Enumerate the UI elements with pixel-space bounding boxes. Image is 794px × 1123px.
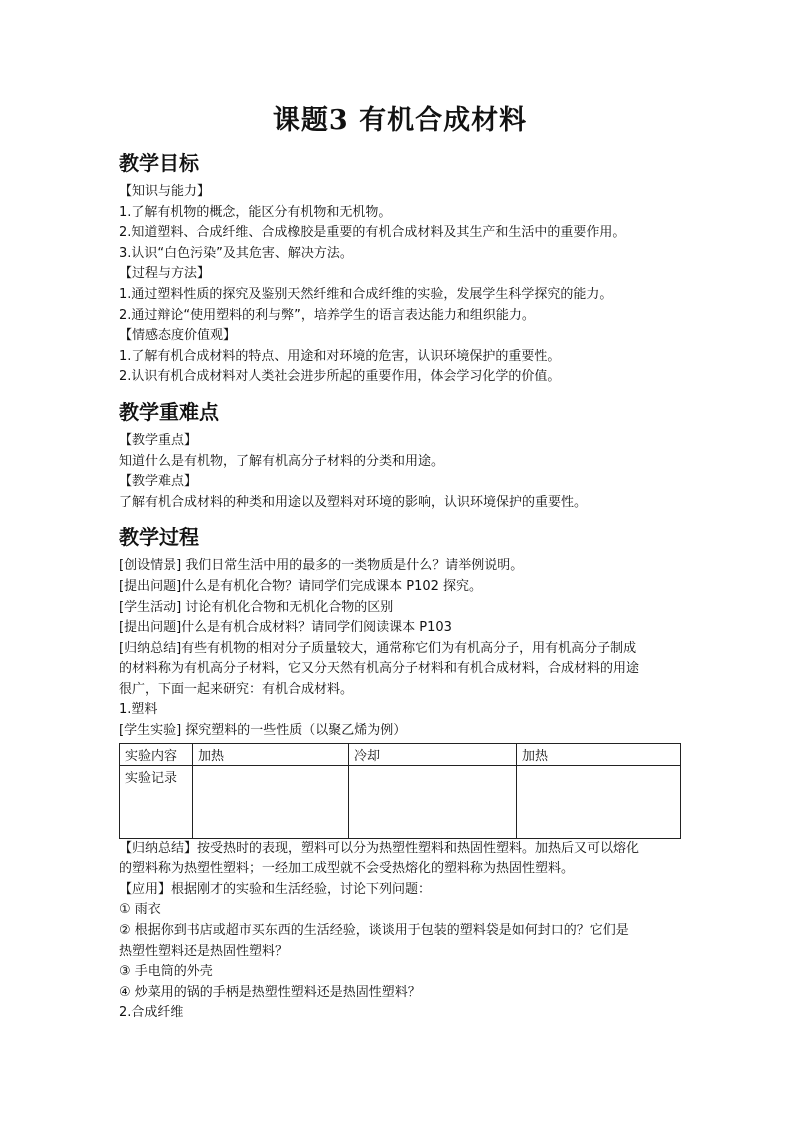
summary-line: 的材料称为有机高分子材料，它又分天然有机高分子材料和有机合成材料，合成材料的用途 (119, 661, 640, 677)
key-label: 【教学重点】 (119, 432, 198, 448)
table-header-row (120, 743, 681, 765)
conclusion-line: 的塑料称为热塑性塑料；一经加工成型就不会受热熔化的塑料称为热固性塑料。 (119, 861, 575, 877)
application-line: 【应用】根据刚才的实验和生活经验，讨论下列问题： (119, 881, 432, 897)
process-line: [提出问题]什么是有机合成材料？请同学们阅读课本 P103 (119, 620, 452, 636)
summary-line: [归纳总结]有些有机物的相对分子质量较大，通常称它们为有机高分子，用有机高分子制成 (119, 640, 637, 656)
table-row (120, 765, 681, 838)
attitude-item: 2.认识有机合成材料对人类社会进步所起的重要作用，体会学习化学的价值。 (119, 369, 561, 385)
table-header-cell: 加热 (517, 743, 681, 765)
table-header-cell: 冷却 (349, 743, 517, 765)
knowledge-item: 1.了解有机物的概念，能区分有机物和无机物。 (119, 204, 392, 220)
process-method-label: 【过程与方法】 (119, 266, 211, 282)
document-page (119, 98, 681, 1024)
table-header-cell: 加热 (193, 743, 349, 765)
summary-line: 很广，下面一起来研究：有机合成材料。 (119, 681, 354, 697)
key-text: 知道什么是有机物，了解有机高分子材料的分类和用途。 (119, 453, 445, 469)
fiber-heading: 2.合成纤维 (119, 1005, 184, 1021)
process-method-item: 2.通过辩论“使用塑料的利与弊”，培养学生的语言表达能力和组织能力。 (119, 307, 535, 323)
knowledge-label: 【知识与能力】 (119, 184, 211, 199)
knowledge-item: 3.认识“白色污染”及其危害、解决方法。 (119, 245, 353, 261)
table-record-label: 实验记录 (120, 765, 193, 838)
process-line: [提出问题]什么是有机化合物？请同学们完成课本 P102 探究。 (119, 578, 483, 594)
process-line: [创设情景] 我们日常生活中用的最多的一类物质是什么？请举例说明。 (119, 558, 524, 574)
table-cell (193, 765, 349, 838)
experiment-table (119, 743, 681, 839)
conclusion-line: 【归纳总结】按受热时的表现，塑料可以分为热塑性塑料和热固性塑料。加热后又可以熔化 (119, 840, 640, 856)
page-title: 课题3 有机合成材料 (272, 105, 528, 136)
plastic-heading: 1.塑料 (119, 702, 158, 718)
difficulty-text: 了解有机合成材料的种类和用途以及塑料对环境的影响，认识环境保护的重要性。 (119, 494, 588, 510)
process-line: [学生活动] 讨论有机化合物和无机化合物的区别 (119, 599, 394, 615)
keypoints-heading: 教学重难点 (119, 399, 219, 424)
process-method-item: 1.通过塑料性质的探究及鉴别天然纤维和合成纤维的实验，发展学生科学探究的能力。 (119, 286, 613, 302)
question-item: 热塑性塑料还是热固性塑料？ (119, 943, 289, 959)
table-cell (349, 765, 517, 838)
table-header-cell: 实验内容 (120, 743, 193, 765)
experiment-intro: [学生实验] 探究塑料的一些性质（以聚乙烯为例） (119, 723, 407, 739)
question-item: ② 根据你到书店或超市买东西的生活经验，谈谈用于包装的塑料袋是如何封口的？它们是 (119, 923, 629, 939)
question-item: ① 雨衣 (119, 902, 161, 918)
goals-heading: 教学目标 (119, 151, 199, 175)
knowledge-item: 2.知道塑料、合成纤维、合成橡胶是重要的有机合成材料及其生产和生活中的重要作用。 (119, 225, 626, 241)
attitude-label: 【情感态度价值观】 (119, 328, 237, 344)
attitude-item: 1.了解有机合成材料的特点、用途和对环境的危害，认识环境保护的重要性。 (119, 348, 561, 364)
question-item: ④ 炒菜用的锅的手柄是热塑性塑料还是热固性塑料？ (119, 984, 421, 1000)
question-item: ③ 手电筒的外壳 (119, 964, 213, 980)
teaching-process-heading: 教学过程 (119, 525, 199, 550)
difficulty-label: 【教学难点】 (119, 474, 198, 490)
table-cell (517, 765, 681, 838)
